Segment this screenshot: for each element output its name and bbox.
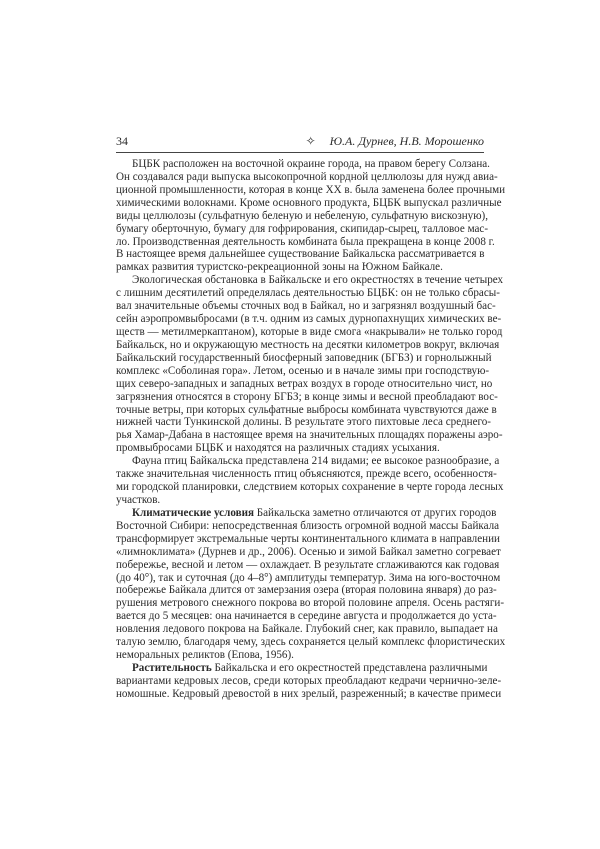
text-line	[116, 235, 495, 249]
line-text: виды целлюлозы (сульфатную беленую и небеленую, сульфатную вискозную),	[116, 209, 488, 222]
line-text: рамках развития туристско-рекреационной зоны на Южном Байкале.	[116, 261, 443, 274]
run-in-heading: Климатические условия	[132, 506, 254, 519]
text-line	[116, 506, 497, 520]
text-line	[116, 571, 501, 585]
text-line	[116, 494, 484, 507]
line-text: БЦБК расположен на восточной окраине города, на правом берегу Солзана.	[132, 158, 490, 170]
line-text: побережье Байкала длится от замерзания озера (вторая половина января) до раз-	[116, 584, 497, 597]
paragraph	[116, 455, 504, 507]
line-text: талую землю, благодаря чему, здесь сохраняется целый комплекс флористических	[116, 636, 506, 649]
line-text: трансформирует экстремальные черты континентального климата в направлении	[116, 532, 500, 545]
text-line	[116, 170, 498, 184]
paragraph	[116, 661, 502, 701]
paragraph	[116, 274, 504, 455]
text-line	[116, 636, 506, 649]
line-text: ционной промышленности, которая в конце XX в. была заменена более прочными	[116, 183, 506, 196]
text-line	[116, 209, 488, 223]
line-text: ми городской планировки, следствием которых сохранение в черте города лесных	[116, 481, 504, 494]
ornament-icon: ✧	[305, 134, 316, 148]
text-line	[116, 248, 484, 261]
text-line	[116, 403, 497, 417]
text-line	[116, 158, 490, 171]
text-line	[116, 300, 496, 313]
line-text: вариантами кедровых лесов, среди которых преобладают кедрачи чернично-зеле-	[116, 674, 502, 687]
text-line	[116, 584, 497, 597]
text-line	[116, 274, 504, 287]
line-text: с лишним десятилетий определялась деятельностью БЦБК: он не только сбрасы-	[116, 287, 500, 300]
text-line	[116, 597, 505, 610]
line-text: Он создавался ради выпуска высокопрочной кордной целлюлозы для нужд авиа-	[116, 170, 498, 183]
text-line	[116, 287, 500, 300]
text-line	[116, 455, 500, 468]
line-text: вал значительные объемы сточных вод в Байкал, но и загрязнял воздушный бас-	[116, 300, 496, 313]
line-text: химическими волокнами. Кроме основного продукта, БЦБК выпускал различные	[116, 196, 502, 209]
line-text: промвыбросами БЦБК и находятся на различных стадиях усыхания.	[116, 442, 440, 455]
line-text: (до 40°), так и суточная (до 4–8°) амплитуды температур. Зима на юго-восточном	[116, 571, 501, 584]
line-text: Байкальска заметно отличаются от других городов	[253, 506, 497, 519]
line-text: щих северо-западных и западных ветрах воздух в городе относительно чист, но	[116, 377, 493, 390]
text-line	[116, 649, 484, 662]
text-line	[116, 183, 506, 197]
line-text: также значительная численность птиц объясняются, прежде всего, особенностя-	[116, 468, 497, 481]
text-line	[116, 661, 488, 675]
line-text: ло. Производственная деятельность комбината была прекращена в конце 2008 г.	[116, 235, 495, 248]
paragraph	[116, 506, 506, 662]
text-line	[116, 623, 498, 636]
header-rule	[116, 152, 484, 153]
text-line	[116, 313, 502, 326]
text-line	[116, 222, 489, 236]
text-line	[116, 351, 492, 365]
line-text: ществ — метилмеркаптаном), которые в виде смога «накрывали» не только город	[116, 325, 503, 338]
line-text: Байкальск, но и окружающую местность на десятки километров вокруг, включая	[116, 338, 500, 351]
text-line	[116, 429, 503, 442]
line-text: Фауна птиц Байкальска представлена 214 видами; ее высокое разнообразие, а	[132, 455, 500, 468]
line-text: сейн аэропромвыбросами (в т.ч. одним из самых дурнопахнущих химических ве-	[116, 313, 502, 326]
line-text: номошные. Кедровый древостой в них зрелый, разреженный; в качестве примеси	[116, 687, 502, 700]
line-text: вается до 5 месяцев: она начинается в середине августа и продолжается до уста-	[116, 610, 497, 623]
text-line	[116, 674, 502, 688]
line-text: «лимноклимата» (Дурнев и др., 2006). Осенью и зимой Байкал заметно согревает	[116, 545, 501, 558]
line-text: новления ледового покрова на Байкале. Глубокий снег, как правило, выпадает на	[116, 623, 498, 636]
text-line	[116, 377, 493, 391]
line-text: Байкальский государственный биосферный заповедник (БГБЗ) и горнолыжный	[116, 351, 492, 364]
text-line	[116, 519, 500, 533]
paragraph	[116, 158, 506, 274]
text-line	[116, 532, 500, 546]
text-line	[116, 610, 497, 623]
text-line	[116, 261, 484, 274]
line-text: участков.	[116, 493, 161, 506]
line-text: рья Хамар-Дабана в настоящее время на значительных площадях поражены аэро-	[116, 429, 503, 442]
line-text: рушения метрового снежного покрова во второй половине апреля. Осень растяги-	[116, 597, 505, 610]
text-line	[116, 558, 500, 572]
run-in-heading: Растительность	[132, 661, 212, 674]
line-text: Восточной Сибири: непосредственная близость огромной водной массы Байкала	[116, 519, 500, 532]
line-text: бумагу оберточную, бумагу для гофрирования, скипидар-сырец, талловое мас-	[116, 222, 489, 235]
line-text: комплекс «Соболиная гора». Летом, осенью и в начале зимы при господствую-	[116, 364, 490, 377]
text-line	[116, 545, 501, 559]
line-text: неморальных реликтов (Епова, 1956).	[116, 649, 294, 662]
text-line	[116, 468, 497, 481]
body-text	[116, 158, 506, 701]
line-text: загрязнения относятся в сторону БГБЗ; в конце зимы и весной преобладают вос-	[116, 390, 498, 403]
line-text: нижней части Тункинской долины. В результате этого пихтовые леса среднего-	[116, 416, 492, 429]
running-title-authors: Ю.А. Дурнев, Н.В. Морошенко	[329, 134, 484, 148]
line-text: В настоящее время дальнейшее существование Байкальска рассматривается в	[116, 248, 485, 261]
text-line	[116, 364, 490, 378]
page-number: 34	[116, 134, 128, 148]
text-line	[116, 338, 500, 352]
text-line	[116, 390, 498, 404]
text-line	[116, 325, 503, 339]
text-line	[116, 481, 504, 494]
line-text: Экологическая обстановка в Байкальске и его окрестностях в течение четырех	[132, 274, 504, 287]
text-line	[116, 416, 492, 429]
line-text: точные ветры, при которых сульфатные выбросы комбината чувствуются даже в	[116, 403, 497, 416]
line-text: Байкальска и его окрестностей представлена различными	[211, 661, 488, 674]
line-text: побережье, весной и летом — охлаждает. В результате сглаживаются как годовая	[116, 558, 500, 571]
text-line	[116, 442, 484, 455]
running-header	[116, 134, 484, 150]
text-line	[116, 196, 502, 210]
text-line	[116, 687, 502, 701]
